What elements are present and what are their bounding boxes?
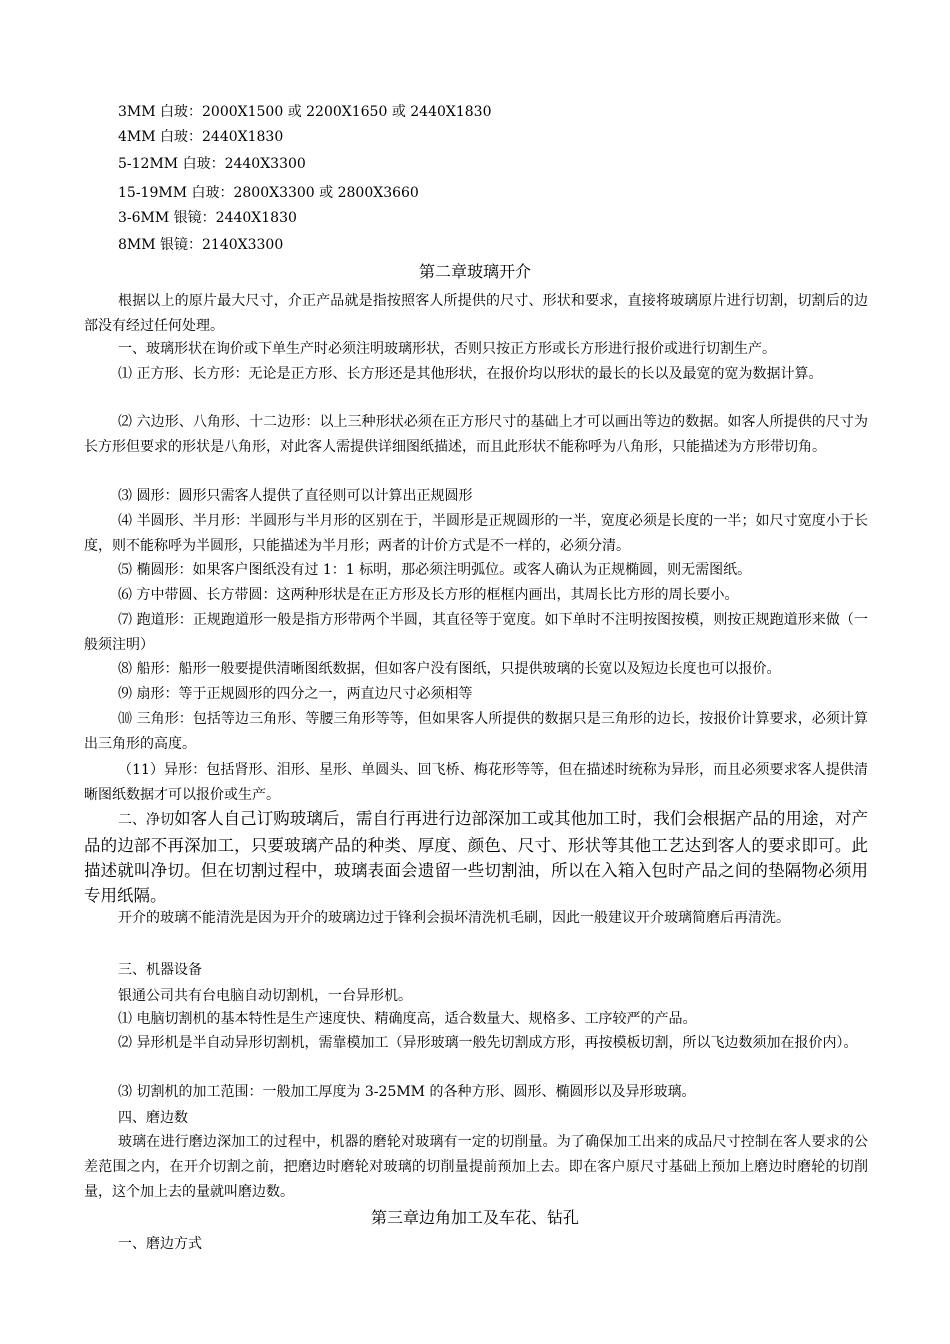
paragraph-machine-3: ⑶ 切割机的加工范围：一般加工厚度为 3-25MM 的各种方形、圆形、椭圆形以及异形玻璃。 (118, 1084, 696, 1100)
paragraph-machine-1: ⑴ 电脑切割机的基本特性是生产速度快、精确度高，适合数量大、规格多、工序较严的产品。 (118, 1011, 697, 1027)
paragraph-shape-5: ⑸ 椭圆形：如果客户图纸没有过 1：1 标明，那必须注明弧位。或客人确认为正规椭圆，则无需图纸。 (118, 562, 752, 578)
paragraph-shape-11: （11）异形：包括肾形、泪形、星形、单圆头、回飞桥、梅花形等等，但在描述时统称为异形，而且必须要求客人提供清晰图纸数据才可以报价或生产。 (84, 762, 868, 803)
machine-intro: 银通公司共有台电脑自动切割机，一台异形机。 (118, 988, 412, 1004)
paragraph-grind: 玻璃在进行磨边深加工的过程中，机器的磨轮对玻璃有一定的切削量。为了确保加工出来的成品尺寸控制在客人要求的公差范围之内，在开介切割之前，把磨边时磨轮对玻璃的切削量提前预加上去。即在客户原尺寸基础上预加上磨边时磨轮的切削量，这个加上去的量就叫磨边数。 (84, 1134, 868, 1200)
paragraph-shape-10: ⑽ 三角形：包括等边三角形、等腰三角形等等，但如果客人所提供的数据只是三角形的边长，按报价计算要求，必须计算出三角形的高度。 (84, 711, 868, 752)
paragraph-net-cut (84, 806, 868, 908)
paragraph-shape-4: ⑷ 半圆形、半月形：半圆形与半月形的区别在于，半圆形是正规圆形的一半，宽度必须是长度的一半；如尺寸宽度小于长度，则不能称呼为半圆形，只能描述为半月形；两者的计价方式是不一样的，必须分清。 (84, 513, 868, 554)
paragraph-wash: 开介的玻璃不能清洗是因为开介的玻璃边过于锋利会损坏清洗机毛刷，因此一般建议开介玻璃简磨后再清洗。 (118, 910, 790, 926)
paragraph-shape-6: ⑹ 方中带圆、长方带圆：这两种形状是在正方形及长方形的框框内画出，其周长比方形的周长要小。 (118, 587, 739, 603)
spec-line-5-12mm: 5-12MM 白玻：2440X3300 (118, 156, 306, 172)
chapter-3-title: 第三章边角加工及车花、钻孔 (370, 1208, 579, 1227)
paragraph-shape-9: ⑼ 扇形：等于正规圆形的四分之一，两直边尺寸必须相等 (118, 686, 473, 702)
spec-line-3mm: 3MM 白玻：2000X1500 或 2200X1650 或 2440X1830 (118, 104, 492, 120)
section-machine-title: 三、机器设备 (118, 962, 202, 978)
spec-line-mirror-8mm: 8MM 银镜：2140X3300 (118, 237, 284, 253)
paragraph-shape-7: ⑺ 跑道形：正规跑道形一般是指方形带两个半圆，其直径等于宽度。如下单时不注明按图按模，则按正规跑道形来做（一般须注明） (84, 612, 868, 653)
paragraph-shape-8: ⑻ 船形：船形一般要提供清晰图纸数据，但如客户没有图纸，只提供玻璃的长宽以及短边长度也可以报价。 (118, 661, 781, 677)
chapter-2-title: 第二章玻璃开介 (418, 262, 531, 281)
paragraph-shape-2: ⑵ 六边形、八角形、十二边形：以上三种形状必须在正方形尺寸的基础上才可以画出等边的数据。如客人所提供的尺寸为长方形但要求的形状是八角形，对此客人需提供详细图纸描述，而且此形状不能称呼为八角形，只能描述为方形带切角。 (84, 414, 868, 455)
paragraph-shape-3: ⑶ 圆形：圆形只需客人提供了直径则可以计算出正规圆形 (118, 488, 473, 504)
net-cut-heading: 二、净切 (118, 812, 175, 828)
paragraph-machine-2: ⑵ 异形机是半自动异形切割机，需靠模加工（异形玻璃一般先切割成方形，再按模板切割，所以飞边数须加在报价内）。 (118, 1035, 858, 1051)
paragraph-shape-rule: 一、玻璃形状在询价或下单生产时必须注明玻璃形状，否则只按正方形或长方形进行报价或进行切割生产。 (118, 341, 776, 357)
net-cut-body: 如客人自己订购玻璃后，需自行再进行边部深加工或其他加工时，我们会根据产品的用途，对产品的边部不再深加工，只要玻璃产品的种类、厚度、颜色、尺寸、形状等其他工艺达到客人的要求即可。此描述就叫净切。但在切割过程中，玻璃表面会遗留一些切割油，所以在入箱入包时产品之间的垫隔物必须用专用纸隔。 (84, 809, 869, 905)
section-grind-title: 四、磨边数 (118, 1110, 188, 1126)
spec-line-4mm: 4MM 白玻：2440X1830 (118, 129, 284, 145)
section-edge-title: 一、磨边方式 (118, 1236, 202, 1252)
spec-line-mirror-3-6mm: 3-6MM 银镜：2440X1830 (118, 210, 297, 226)
paragraph-shape-1: ⑴ 正方形、长方形：无论是正方形、长方形还是其他形状，在报价均以形状的最长的长以及最宽的宽为数据计算。 (118, 366, 823, 382)
spec-line-15-19mm: 15-19MM 白玻：2800X3300 或 2800X3660 (118, 185, 419, 201)
paragraph-intro: 根据以上的原片最大尺寸，介正产品就是指按照客人所提供的尺寸、形状和要求，直接将玻璃原片进行切割，切割后的边部没有经过任何处理。 (84, 293, 868, 334)
